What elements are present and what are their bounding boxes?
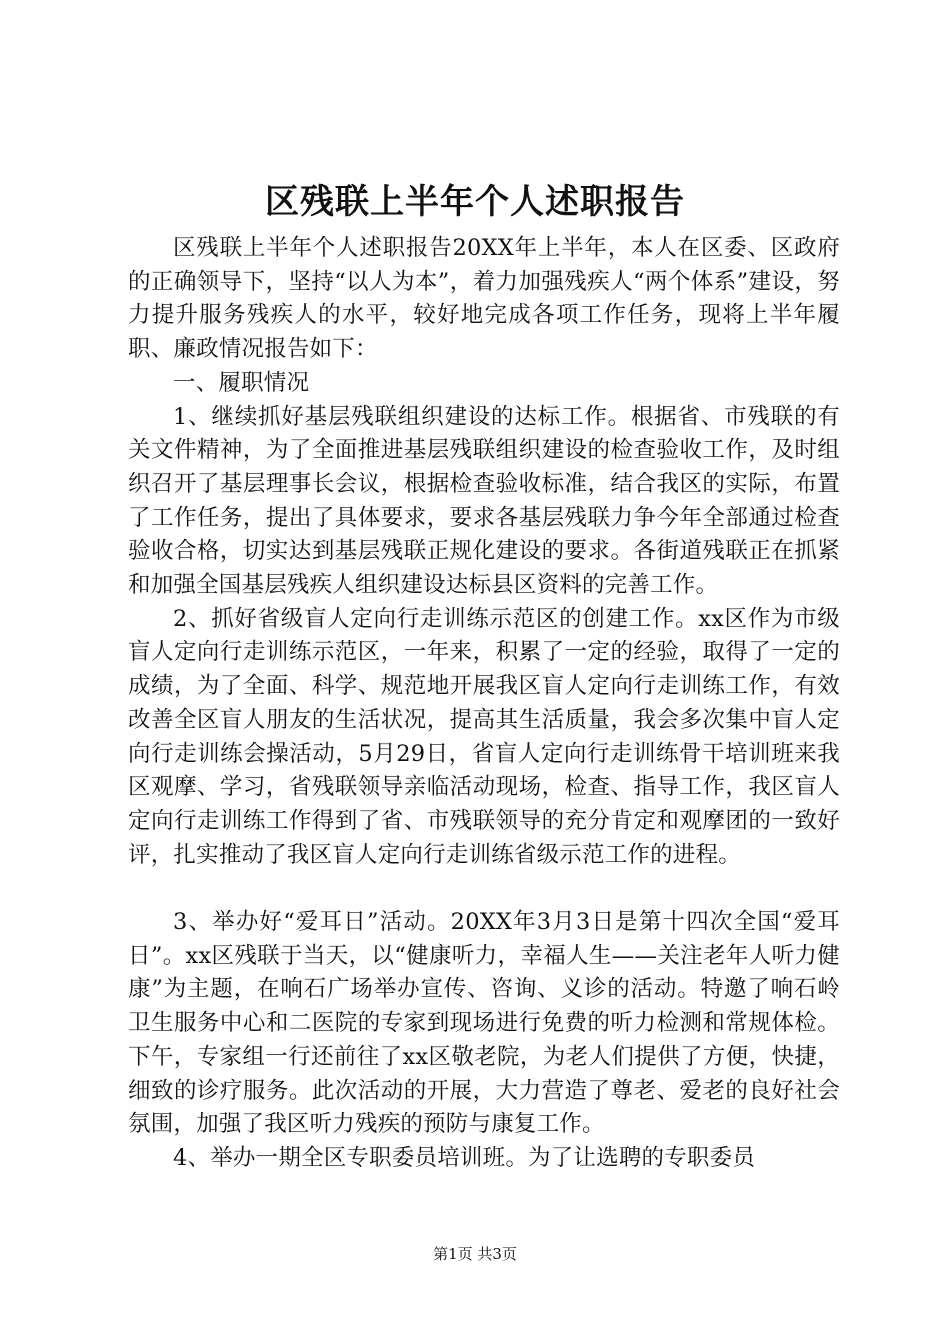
document-title: 区残联上半年个人述职报告 [265, 182, 685, 222]
paragraph-item-3: 3、举办好“爱耳日”活动。20XX年3月3日是第十四次全国“爱耳日”。xx区残联于当天，以“健康听力，幸福人生——关注老年人听力健康”为主题，在响石广场举办宣传、咨询、义诊的活动。特邀了响石岭卫生服务中心和二医院的专家到现场进行免费的听力检测和常规体检。下午，专家组一行还前往了xx区敬老院，为老人们提供了方便，快捷，细致的诊疗服务。此次活动的开展，大力营造了尊老、爱老的良好社会氛围，加强了我区听力残疾的预防与康复工作。 [128, 909, 840, 1138]
page-number-footer: 第1页 共3页 [433, 1245, 517, 1263]
section-heading: 一、履职情况 [173, 369, 310, 396]
intro-paragraph: 区残联上半年个人述职报告20XX年上半年，本人在区委、区政府的正确领导下，坚持“以人为本”，着力加强残疾人“两个体系”建设，努力提升服务残疾人的水平，较好地完成各项工作任务，现将上半年履职、廉政情况报告如下： [128, 235, 840, 363]
document-body [128, 232, 840, 1176]
paragraph-item-4: 4、举办一期全区专职委员培训班。为了让选聘的专职委员 [173, 1144, 756, 1171]
paragraph-item-1: 1、继续抓好基层残联组织建设的达标工作。根据省、市残联的有关文件精神，为了全面推进基层残联组织建设的检查验收工作，及时组织召开了基层理事长会议，根据检查验收标准，结合我区的实际，布置了工作任务，提出了具体要求，要求各基层残联力争今年全部通过检查验收合格，切实达到基层残联正规化建设的要求。各街道残联正在抓紧和加强全国基层残疾人组织建设达标县区资料的完善工作。 [128, 403, 840, 599]
paragraph-item-2: 2、抓好省级盲人定向行走训练示范区的创建工作。xx区作为市级盲人定向行走训练示范区，一年来，积累了一定的经验，取得了一定的成绩，为了全面、科学、规范地开展我区盲人定向行走训练工作，有效改善全区盲人朋友的生活状况，提高其生活质量，我会多次集中盲人定向行走训练会操活动，5月29日，省盲人定向行走训练骨干培训班来我区观摩、学习，省残联领导亲临活动现场，检查、指导工作，我区盲人定向行走训练工作得到了省、市残联领导的充分肯定和观摩团的一致好评，扎实推动了我区盲人定向行走训练省级示范工作的进程。 [128, 605, 840, 868]
